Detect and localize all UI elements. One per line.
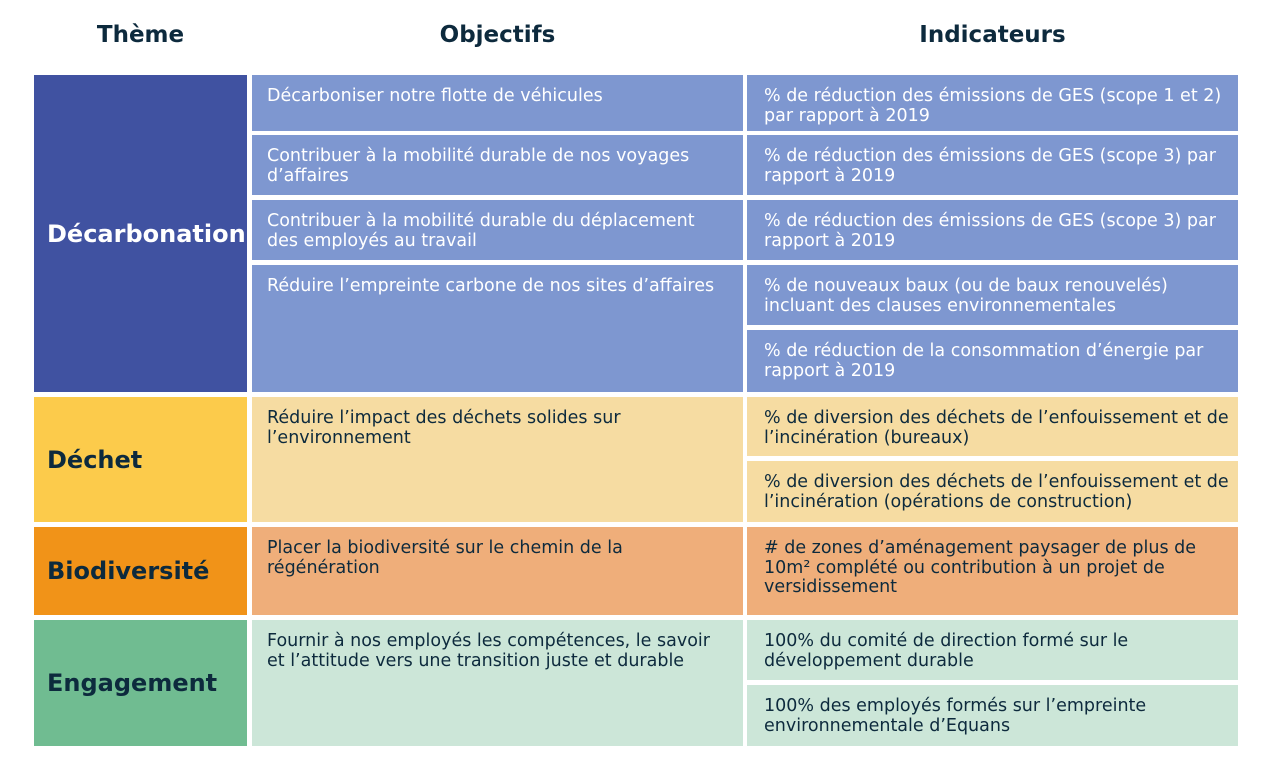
indicator-cell: % de réduction des émissions de GES (scope 1 et 2) par rapport à 2019 [747,75,1238,131]
indicator-cell: % de réduction des émissions de GES (scope 3) par rapport à 2019 [747,135,1238,195]
objective-cell: Contribuer à la mobilité durable du déplacement des employés au travail [252,200,743,260]
theme-decarbonation: Décarbonation [34,75,247,392]
header-theme: Thème [96,22,185,48]
indicator-cell: % de réduction des émissions de GES (scope 3) par rapport à 2019 [747,200,1238,260]
indicator-cell: % de nouveaux baux (ou de baux renouvelés) incluant des clauses environnementales [747,265,1238,325]
objective-cell: Décarboniser notre flotte de véhicules [252,75,743,131]
indicator-cell: % de diversion des déchets de l’enfouissement et de l’incinération (bureaux) [747,397,1238,456]
objective-cell: Placer la biodiversité sur le chemin de la régénération [252,527,743,615]
theme-biodiversite: Biodiversité [34,527,247,615]
theme-dechet: Déchet [34,397,247,522]
indicator-cell: % de réduction de la consommation d’énergie par rapport à 2019 [747,330,1238,392]
objective-cell: Contribuer à la mobilité durable de nos voyages d’affaires [252,135,743,195]
objective-cell: Fournir à nos employés les compétences, le savoir et l’attitude vers une transition juste et durable [252,620,743,746]
indicator-cell: 100% des employés formés sur l’empreinte environnementale d’Equans [747,685,1238,746]
theme-engagement: Engagement [34,620,247,746]
objective-cell: Réduire l’impact des déchets solides sur l’environnement [252,397,743,522]
header-objectives: Objectifs [439,22,556,48]
header-indicators: Indicateurs [919,22,1066,48]
indicator-cell: 100% du comité de direction formé sur le développement durable [747,620,1238,680]
indicator-cell: # de zones d’aménagement paysager de plus de 10m² complété ou contribution à un projet de versidissement [747,527,1238,615]
indicator-cell: % de diversion des déchets de l’enfouissement et de l’incinération (opérations de construction) [747,461,1238,522]
objective-cell: Réduire l’empreinte carbone de nos sites d’affaires [252,265,743,392]
